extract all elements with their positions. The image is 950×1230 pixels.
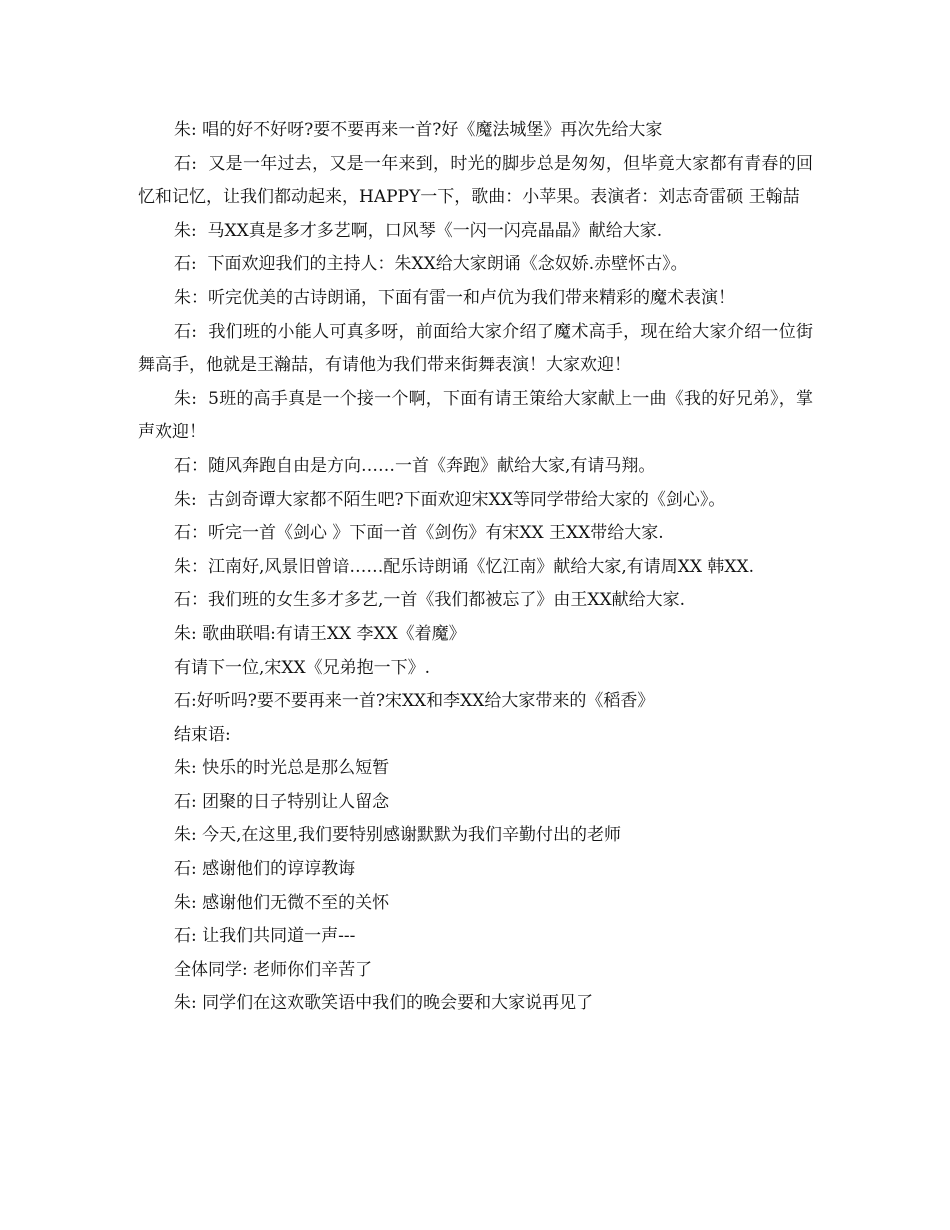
- paragraph: 朱：江南好,风景旧曾谙……配乐诗朗诵《忆江南》献给大家,有请周XX 韩XX.: [174, 556, 755, 577]
- paragraph: 石: 团聚的日子特别让人留念: [174, 791, 390, 812]
- paragraph: 朱: 快乐的时光总是那么短暂: [174, 758, 390, 779]
- paragraph: 朱: 马XX真是多才多艺啊，口风琴《一闪一闪亮晶晶》献给大家.: [174, 220, 663, 241]
- paragraph: 石:好听吗?要不要再来一首?宋XX和李XX给大家带来的《稻香》: [174, 691, 655, 712]
- paragraph: 朱: 5班的高手真是一个接一个啊，下面有请王策给大家献上一曲《我的好兄弟》，掌声欢迎！: [138, 388, 813, 443]
- paragraph: 朱: 歌曲联唱:有请王XX 李XX《着魔》: [174, 623, 466, 644]
- paragraph: 朱: 唱的好不好呀?要不要再来一首?好《魔法城堡》再次先给大家: [174, 120, 663, 140]
- paragraph: 朱: 同学们在这欢歌笑语中我们的晚会要和大家说再见了: [174, 993, 594, 1014]
- paragraph: 全体同学: 老师你们辛苦了: [174, 959, 373, 980]
- paragraph: 石: 感谢他们的谆谆教诲: [174, 859, 356, 880]
- paragraph: 石: 又是一年过去，又是一年来到，时光的脚步总是匆匆，但毕竟大家都有青春的回忆和记忆，让我们都动起来，HAPPY一下，歌曲：小苹果。表演者：刘志奇雷硕 王翰喆: [138, 153, 813, 208]
- section-heading: 结束语:: [174, 724, 231, 745]
- paragraph: 石：随风奔跑自由是方向……一首《奔跑》献给大家,有请马翔。: [174, 455, 656, 476]
- paragraph: 石：我们班的女生多才多艺,一首《我们都被忘了》由王XX献给大家.: [174, 590, 686, 611]
- paragraph: 石: 下面欢迎我们的主持人：朱XX给大家朗诵《念奴娇.赤壁怀古》。: [174, 254, 688, 275]
- paragraph: 石：听完一首《剑心 》下面一首《剑伤》有宋XX 王XX带给大家.: [174, 523, 664, 544]
- paragraph: 朱: 今天,在这里,我们要特别感谢默默为我们辛勤付出的老师: [174, 825, 621, 846]
- paragraph: 朱：听完优美的古诗朗诵，下面有雷一和卢伉为我们带来精彩的魔术表演！: [174, 287, 735, 308]
- paragraph: 有请下一位,宋XX《兄弟抱一下》.: [174, 657, 431, 678]
- paragraph: 朱: 古剑奇谭大家都不陌生吧?下面欢迎宋XX等同学带给大家的《剑心》。: [174, 489, 726, 510]
- paragraph: 石: 让我们共同道一声---: [174, 926, 356, 947]
- document-body: [138, 114, 813, 1021]
- paragraph: 朱: 感谢他们无微不至的关怀: [174, 892, 390, 913]
- paragraph: 石: 我们班的小能人可真多呀，前面给大家介绍了魔术高手，现在给大家介绍一位街舞高手，他就是王瀚喆，有请他为我们带来街舞表演！大家欢迎！: [138, 321, 813, 376]
